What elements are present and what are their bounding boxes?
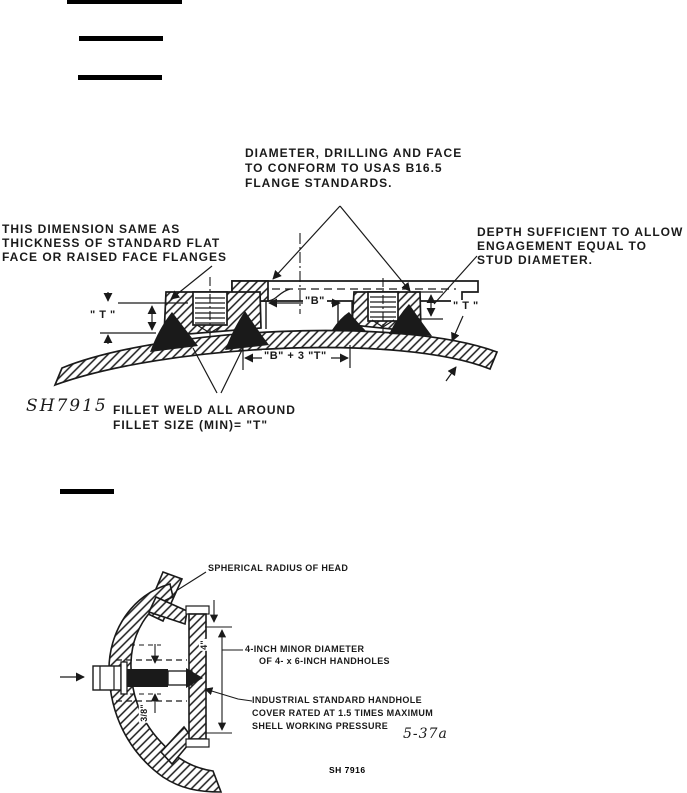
leader-top-note-left bbox=[273, 206, 340, 279]
crab-bar bbox=[127, 669, 168, 687]
fig1-dim-pad-thickness: " T " bbox=[90, 309, 116, 321]
hex-nut bbox=[93, 666, 121, 690]
fig1-top-note-line1: DIAMETER, DRILLING AND FACE bbox=[245, 146, 463, 160]
fig2-figure-ref: 5-37a bbox=[403, 726, 448, 742]
fig2-photo-ref: SH 7916 bbox=[329, 765, 366, 775]
fig1-right-note-line3: STUD DIAMETER. bbox=[477, 253, 593, 267]
fig1-photo-ref: SH7915 bbox=[26, 396, 108, 416]
cover-seat-bottom bbox=[186, 739, 209, 747]
fig1-dim-shell-thickness: " T " bbox=[453, 300, 479, 312]
shell-thickness-arrow-top bbox=[452, 316, 463, 341]
fig1-left-note-line2: THICKNESS OF STANDARD FLAT bbox=[2, 236, 221, 250]
fig2-handhole-note-line2: OF 4- x 6-INCH HANDHOLES bbox=[259, 656, 390, 666]
fig2-cover-note-line1: INDUSTRIAL STANDARD HANDHOLE bbox=[252, 695, 422, 705]
fig2-cover-note-line2: COVER RATED AT 1.5 TIMES MAXIMUM bbox=[252, 708, 434, 718]
fig1-weld-note-line2: FILLET SIZE (MIN)= "T" bbox=[113, 418, 269, 432]
fig2-dim-cover-height: 4" bbox=[198, 640, 209, 650]
shell-thickness-arrow-bottom bbox=[446, 367, 456, 381]
fig1-weld-note-line1: FILLET WELD ALL AROUND bbox=[113, 403, 296, 417]
fig1-right-note-line1: DEPTH SUFFICIENT TO ALLOW bbox=[477, 225, 684, 239]
cover-seat-top bbox=[186, 606, 209, 614]
fig1-dim-pad-width: "B" + 3 "T" bbox=[264, 350, 327, 362]
extension-line bbox=[205, 627, 232, 733]
fig1-dim-bore: "B" bbox=[305, 295, 325, 307]
figure2-handhole-diagram bbox=[60, 572, 252, 792]
fig2-dim-stud-diameter: 3/8" bbox=[138, 704, 149, 722]
fig1-left-note-line1: THIS DIMENSION SAME AS bbox=[2, 222, 181, 236]
fig2-head-note: SPHERICAL RADIUS OF HEAD bbox=[208, 563, 349, 573]
fig1-top-note-line2: TO CONFORM TO USAS B16.5 bbox=[245, 161, 443, 175]
leader-top-note-right bbox=[340, 206, 410, 291]
washer bbox=[121, 662, 127, 694]
fig1-left-note-line3: FACE OR RAISED FACE FLANGES bbox=[2, 250, 228, 264]
fig1-right-note-line2: ENGAGEMENT EQUAL TO bbox=[477, 239, 647, 253]
leader-cover-note bbox=[205, 689, 252, 701]
fig2-handhole-note-line1: 4-INCH MINOR DIAMETER bbox=[245, 644, 365, 654]
fig2-cover-note-line3: SHELL WORKING PRESSURE bbox=[252, 721, 389, 731]
fig1-top-note-line3: FLANGE STANDARDS. bbox=[245, 176, 393, 190]
